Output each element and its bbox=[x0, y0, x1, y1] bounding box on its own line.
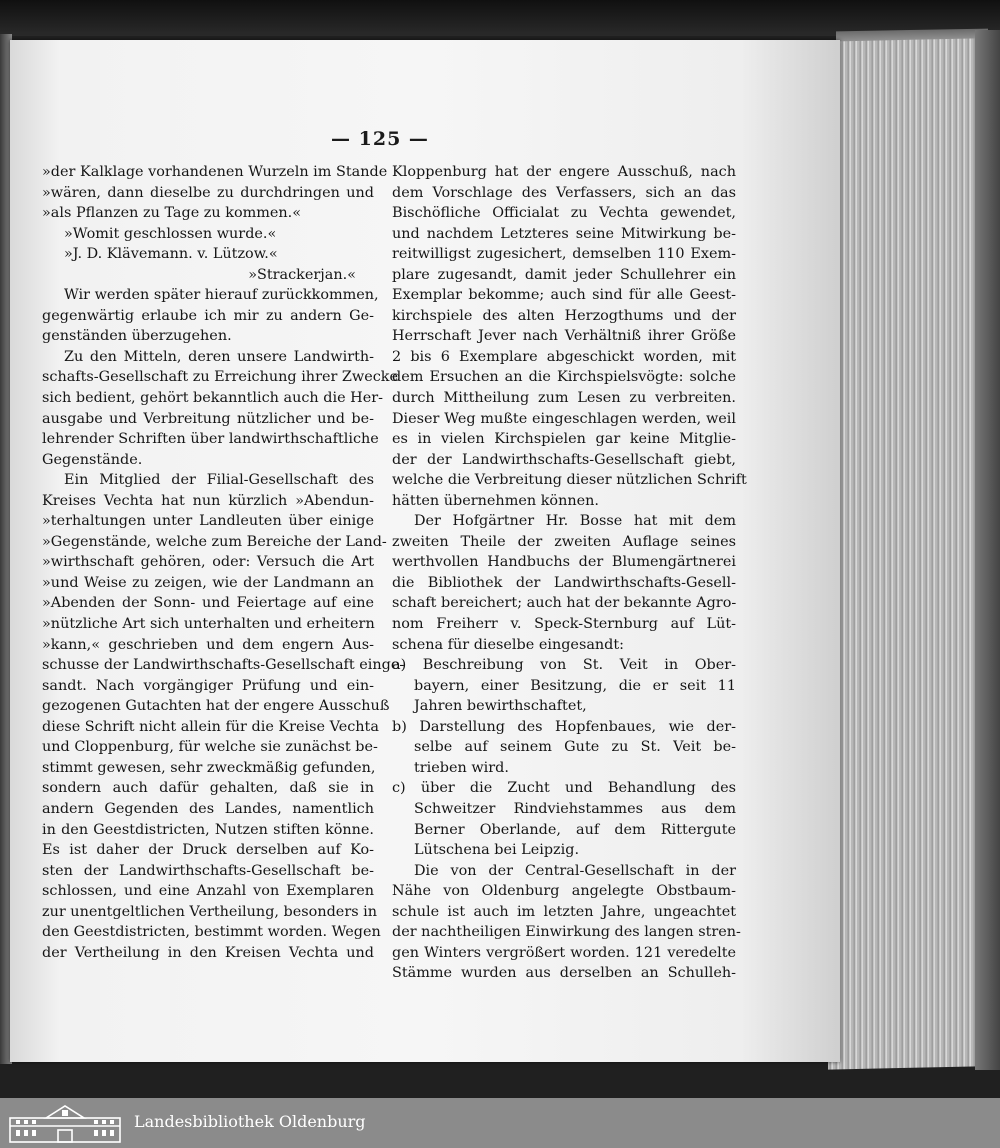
left-column-line: Kreises Vechta hat nun kürzlich »Abendun- bbox=[42, 492, 374, 509]
page-number: — 125 — bbox=[331, 128, 429, 150]
left-text-column bbox=[42, 162, 405, 963]
right-column-line: Schweitzer Rindviehstammes aus dem bbox=[414, 800, 736, 817]
right-column-line: der nachtheiligen Einwirkung des langen stren- bbox=[392, 924, 741, 941]
left-column-line: andern Gegenden des Landes, namentlich bbox=[42, 800, 374, 817]
right-column-line: Bischöfliche Officialat zu Vechta gewendet, bbox=[392, 205, 736, 222]
left-column-line: genständen überzugehen. bbox=[42, 328, 232, 345]
left-column-line: »terhaltungen unter Landleuten über einige bbox=[42, 513, 374, 530]
left-column-line: »nützliche Art sich unterhalten und erheitern bbox=[42, 616, 375, 633]
left-column-line: in den Geestdistricten, Nutzen stiften könne. bbox=[42, 821, 374, 838]
left-column-line: Wir werden später hierauf zurückkommen, bbox=[64, 287, 379, 304]
left-column-line: zur unentgeltlichen Vertheilung, besonders in bbox=[42, 903, 378, 920]
right-column-line: Lütschena bei Leipzig. bbox=[414, 842, 580, 859]
left-column-line: Zu den Mitteln, deren unsere Landwirth- bbox=[64, 348, 374, 365]
left-column-line: »wären, dann dieselbe zu durchdringen und bbox=[42, 184, 374, 201]
left-column-line: Ein Mitglied der Filial-Gesellschaft des bbox=[64, 472, 374, 489]
right-column-line: dem Ersuchen an die Kirchspielsvögte: solche bbox=[392, 369, 736, 386]
left-column-line: Es ist daher der Druck derselben auf Ko- bbox=[42, 842, 374, 859]
right-column-line: werthvollen Handbuchs der Blumengärtnerei bbox=[392, 554, 736, 571]
right-column-line: Exemplar bekomme; auch sind für alle Geest- bbox=[392, 287, 736, 304]
right-column-line: welche die Verbreitung dieser nützlichen Schrift bbox=[392, 472, 747, 489]
right-column-line: Stämme wurden aus derselben an Schulleh- bbox=[392, 965, 736, 982]
right-column-line: schena für dieselbe eingesandt: bbox=[392, 636, 625, 653]
left-column-line: »Abenden der Sonn- und Feiertage auf eine bbox=[42, 595, 374, 612]
right-column-line: der der Landwirthschafts-Gesellschaft giebt, bbox=[392, 451, 736, 468]
left-column-line: gegenwärtig erlaube ich mir zu andern Ge- bbox=[42, 307, 374, 324]
left-column-line: lehrender Schriften über landwirthschaftliche bbox=[42, 431, 379, 448]
left-column-line: »Strackerjan.« bbox=[248, 266, 356, 283]
library-building-icon bbox=[6, 1102, 124, 1144]
right-column-line: durch Mittheilung zum Lesen zu verbreiten. bbox=[392, 390, 736, 407]
book-cover-right bbox=[975, 30, 1000, 1070]
left-column-line: diese Schrift nicht allein für die Kreise Vechta bbox=[42, 718, 379, 735]
right-column-line: Kloppenburg hat der engere Ausschuß, nach bbox=[392, 164, 736, 180]
right-column-line: c) über die Zucht und Behandlung des bbox=[392, 780, 736, 797]
left-column-line: »wirthschaft gehören, oder: Versuch die Art bbox=[42, 554, 374, 571]
right-column-line: 2 bis 6 Exemplare abgeschickt worden, mit bbox=[392, 348, 736, 365]
right-column-line: plare zugesandt, damit jeder Schullehrer ein bbox=[392, 266, 736, 283]
left-column-line: den Geestdistricten, bestimmt worden. Wegen bbox=[42, 924, 381, 941]
left-column-line: »Womit geschlossen wurde.« bbox=[64, 225, 277, 242]
left-column-line: sich bedient, gehört bekanntlich auch die Her- bbox=[42, 390, 383, 407]
right-column-line: Der Hofgärtner Hr. Bosse hat mit dem bbox=[414, 513, 736, 530]
right-column-line: Jahren bewirthschaftet, bbox=[414, 698, 587, 715]
left-column-line: »J. D. Klävemann. v. Lützow.« bbox=[64, 246, 278, 263]
left-column-line: »Gegenstände, welche zum Bereiche der Land- bbox=[42, 533, 387, 550]
left-column-line: Gegenstände. bbox=[42, 451, 143, 468]
left-column-line: und Cloppenburg, für welche sie zunächst be- bbox=[42, 739, 378, 756]
left-column-line: der Vertheilung in den Kreisen Vechta und bbox=[42, 944, 374, 961]
left-column-line: sandt. Nach vorgängiger Prüfung und ein- bbox=[42, 677, 374, 694]
left-column-line: sondern auch dafür gehalten, daß sie in bbox=[42, 780, 374, 797]
right-column-line: Herrschaft Jever nach Verhältniß ihrer Größe bbox=[392, 328, 736, 345]
right-column-line: schule ist auch im letzten Jahre, ungeachtet bbox=[392, 903, 736, 920]
left-column-line: sten der Landwirthschafts-Gesellschaft be- bbox=[42, 862, 374, 879]
right-column-line: reitwilligst zugesichert, demselben 110 Exem- bbox=[392, 246, 736, 263]
page-block-edge bbox=[828, 38, 978, 1069]
right-column-line: dem Vorschlage des Verfassers, sich an das bbox=[392, 184, 736, 201]
right-column-line: es in vielen Kirchspielen gar keine Mitglie- bbox=[392, 431, 736, 448]
right-column-line: bayern, einer Besitzung, die er seit 11 bbox=[414, 677, 736, 694]
right-column-line: kirchspiele des alten Herzogthums und der bbox=[392, 307, 736, 324]
right-column-line: b) Darstellung des Hopfenbaues, wie der- bbox=[392, 718, 736, 735]
left-column-line: stimmt gewesen, sehr zweckmäßig gefunden, bbox=[42, 759, 376, 776]
right-column-line: die Bibliothek der Landwirthschafts-Gesell- bbox=[392, 574, 736, 591]
left-column-line: ausgabe und Verbreitung nützlicher und be- bbox=[42, 410, 374, 427]
left-column-line: »kann,« geschrieben und dem engern Aus- bbox=[42, 636, 374, 653]
right-column-line: selbe auf seinem Gute zu St. Veit be- bbox=[414, 739, 736, 756]
book-page bbox=[10, 40, 840, 1062]
right-column-line: Nähe von Oldenburg angelegte Obstbaum- bbox=[392, 883, 736, 900]
right-column-line: trieben wird. bbox=[414, 759, 509, 776]
library-name: Landesbibliothek Oldenburg bbox=[134, 1112, 366, 1131]
right-text-column bbox=[392, 162, 747, 984]
right-column-line: a) Beschreibung von St. Veit in Ober- bbox=[392, 657, 736, 674]
right-column-line: Dieser Weg mußte eingeschlagen werden, weil bbox=[392, 410, 736, 427]
right-column-line: zweiten Theile der zweiten Auflage seines bbox=[392, 533, 736, 550]
left-column-line: schusse der Landwirthschafts-Gesellschaft einge- bbox=[42, 657, 405, 674]
left-column-line: »der Kalklage vorhandenen Wurzeln im Stande bbox=[42, 164, 388, 180]
right-column-line: Die von der Central-Gesellschaft in der bbox=[414, 862, 736, 879]
right-column-line: und nachdem Letzteres seine Mitwirkung be- bbox=[392, 225, 736, 242]
right-column-line: hätten übernehmen können. bbox=[392, 492, 599, 509]
left-column-line: »und Weise zu zeigen, wie der Landmann an bbox=[42, 574, 374, 591]
right-column-line: nom Freiherr v. Speck-Sternburg auf Lüt- bbox=[392, 616, 736, 633]
left-column-line: gezogenen Gutachten hat der engere Ausschuß bbox=[42, 698, 390, 715]
left-column-line: schafts-Gesellschaft zu Erreichung ihrer Zwecke bbox=[42, 369, 399, 386]
right-column-line: Berner Oberlande, auf dem Rittergute bbox=[414, 821, 736, 838]
right-column-line: gen Winters vergrößert worden. 121 veredelte bbox=[392, 944, 736, 961]
left-column-line: schlossen, und eine Anzahl von Exemplaren bbox=[42, 883, 374, 900]
right-column-line: schaft bereichert; auch hat der bekannte Agro- bbox=[392, 595, 737, 612]
left-column-line: »als Pflanzen zu Tage zu kommen.« bbox=[42, 205, 302, 222]
